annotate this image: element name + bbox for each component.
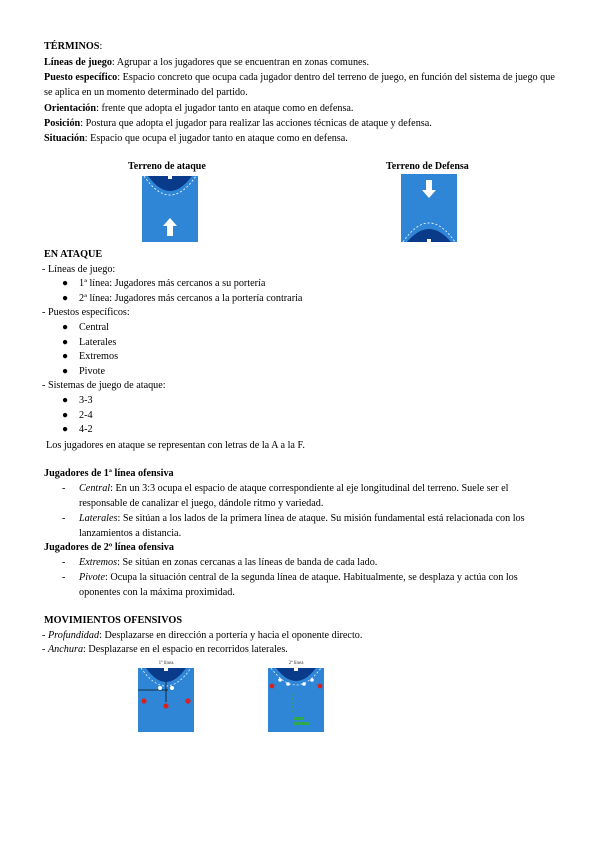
term-name: Situación (44, 133, 85, 144)
term-name: Posición (44, 118, 81, 129)
term-name: Orientación (44, 103, 97, 114)
terms-heading-colon: : (99, 41, 103, 52)
bullet-icon: ● (62, 395, 69, 406)
bullet-icon: ● (62, 424, 69, 435)
term-definition: : Agrupar a los jugadores que se encuentran en zonas comunes. (111, 57, 370, 68)
bullet-icon: ● (62, 278, 69, 289)
player-role: Laterales (79, 513, 118, 524)
term-name: Puesto específico (44, 72, 118, 83)
list-item: 2-4 (79, 410, 93, 421)
term-definition: : Postura que adopta el jugador para realizar las acciones técnicas de ataque y defensa. (80, 118, 432, 129)
player-marker (185, 698, 190, 703)
terms-heading: TÉRMINOS (44, 41, 100, 52)
term-row (44, 56, 369, 71)
bullet-icon: ● (62, 410, 69, 421)
player-role: Extremos (79, 557, 118, 568)
diagram1-label: 1ª línea (158, 661, 174, 666)
term-row (44, 102, 353, 117)
attack-note: Los jugadores en ataque se representan con letras de la A a la F. (46, 440, 305, 451)
bullet-icon: ● (62, 293, 69, 304)
player-role: Central (79, 483, 111, 494)
defender-marker (278, 678, 282, 682)
systems-label: - Sistemas de juego de ataque: (42, 380, 166, 391)
first-line-heading (44, 467, 174, 482)
list-item: 3-3 (79, 395, 93, 406)
list-item: 1ª línea: Jugadores más cercanos a su portería (79, 278, 266, 289)
term-name: Líneas de juego (44, 57, 112, 68)
bullet-icon: ● (62, 322, 69, 333)
list-item: Laterales (79, 337, 117, 348)
attack-heading-text: EN ATAQUE (44, 249, 103, 260)
movements-heading-text: MOVIMIENTOS OFENSIVOS (44, 615, 183, 626)
player-marker (163, 703, 168, 708)
movements-heading (44, 614, 182, 629)
player-marker (318, 684, 323, 689)
attack-court-caption: Terreno de ataque (128, 161, 206, 172)
term-definition: : Espacio que ocupa el jugador tanto en ataque como en defensa. (84, 133, 348, 144)
list-item: Extremos (79, 351, 119, 362)
attack-court-image (142, 176, 198, 242)
width-movement-drawing (268, 668, 324, 732)
player-definition (79, 482, 559, 512)
term-row (44, 117, 432, 132)
movement-dash: - (42, 644, 48, 655)
diagram2-label: 2ª línea (288, 661, 304, 666)
terms-heading-line (44, 40, 102, 55)
list-item: 2ª línea: Jugadores más cercanos a la portería contraria (79, 293, 303, 304)
depth-movement-diagram (138, 668, 194, 732)
bullet-icon: ● (62, 351, 69, 362)
movement-dash: - (42, 630, 48, 641)
defender-marker (170, 686, 174, 690)
player-definition (79, 571, 559, 601)
player-definition (79, 512, 559, 542)
list-item: Central (79, 322, 109, 333)
dash-marker: - (62, 513, 66, 524)
first-line-heading-text: Jugadores de 1ª línea ofensiva (44, 468, 174, 479)
defender-marker (310, 678, 314, 682)
player-role-description: : En un 3:3 ocupa el espacio de ataque correspondiente al eje longitudinal del terreno. Suele ser el responsable de canalizar el juego, dándole ritmo y variedad. (79, 483, 509, 509)
player-role: Pivote (79, 572, 106, 583)
term-definition: : frente que adopta el jugador tanto en ataque como en defensa. (96, 103, 354, 114)
player-definition (79, 556, 559, 571)
bullet-icon: ● (62, 337, 69, 348)
defense-court-image (401, 174, 457, 242)
movement-term: Profundidad (47, 630, 100, 641)
list-item: Pivote (79, 366, 106, 377)
dash-marker: - (62, 572, 66, 583)
second-line-heading-text: Jugadores de 2º línea ofensiva (44, 542, 174, 553)
movement-term: Anchura (47, 644, 84, 655)
depth-movement-drawing (138, 668, 194, 732)
list-item: 4-2 (79, 424, 93, 435)
player-marker (270, 684, 275, 689)
width-movement-diagram (268, 668, 324, 732)
term-row (44, 71, 564, 101)
attack-heading (44, 248, 102, 263)
term-definition: : Espacio concreto que ocupa cada jugador dentro del terreno de juego, en función del sistema de juego que se aplica en un momento determinado del partido. (44, 72, 555, 98)
term-row (44, 132, 348, 147)
second-line-heading (44, 541, 174, 556)
bullet-icon: ● (62, 366, 69, 377)
defense-court-drawing (401, 174, 457, 242)
dash-marker: - (62, 483, 66, 494)
defender-marker (158, 686, 162, 690)
defense-court-caption: Terreno de Defensa (386, 161, 469, 172)
movement-row (42, 629, 362, 644)
movement-definition: : Desplazarse en dirección a portería y hacia el oponente directo. (99, 630, 363, 641)
dash-marker: - (62, 557, 66, 568)
attack-court-drawing (142, 176, 198, 242)
lines-label: - Líneas de juego: (42, 264, 116, 275)
positions-label: - Puestos específicos: (42, 307, 130, 318)
player-marker (141, 698, 146, 703)
movement-row (42, 643, 288, 658)
movement-definition: : Desplazarse en el espacio en recorridos laterales. (83, 644, 288, 655)
player-role-description: : Ocupa la situación central de la segunda línea de ataque. Habitualmente, se desplaza y actúa con los oponentes con la máxima proximidad. (79, 572, 518, 598)
defender-marker (302, 682, 306, 686)
player-role-description: : Se sitúan a los lados de la primera línea de ataque. Su misión fundamental está relacionada con los lanzamientos a distancia. (79, 513, 525, 539)
player-role-description: : Se sitúan en zonas cercanas a las líneas de banda de cada lado. (117, 557, 378, 568)
defender-marker (286, 682, 290, 686)
